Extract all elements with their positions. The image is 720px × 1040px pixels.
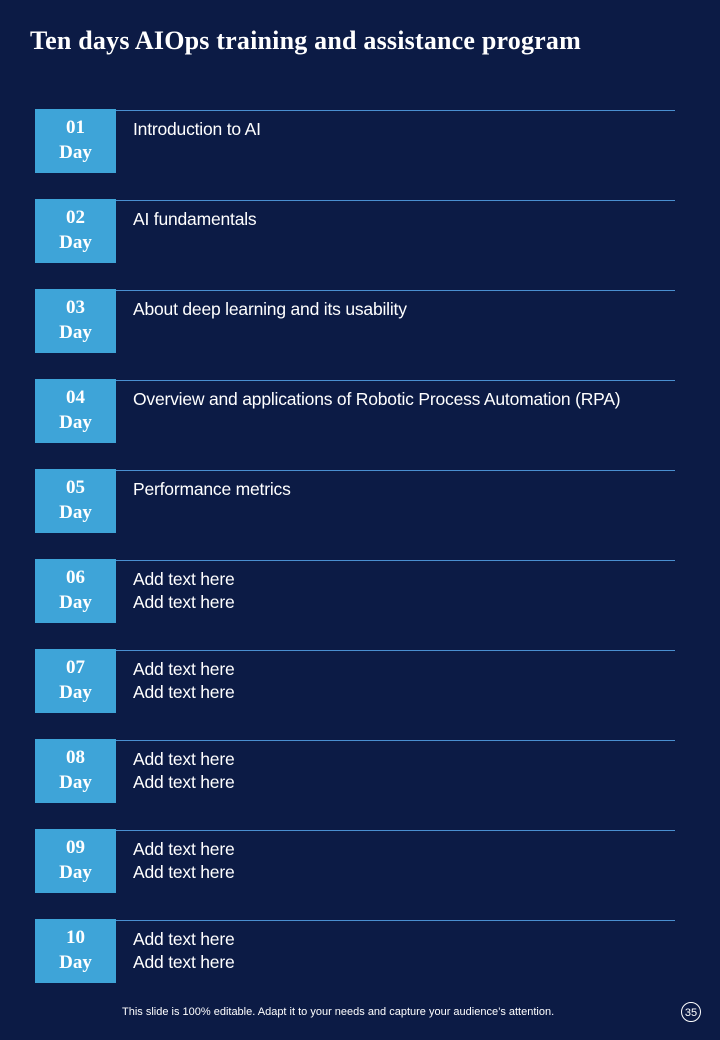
day-unit: Day [59, 322, 92, 343]
row-divider [35, 470, 675, 471]
day-row [35, 289, 675, 379]
day-number: 04 [66, 387, 85, 408]
day-content-line: Add text here [133, 682, 235, 702]
day-content-line: Add text here [133, 659, 235, 679]
day-number: 05 [66, 477, 85, 498]
day-row [35, 739, 675, 829]
day-content-line: Add text here [133, 569, 235, 589]
row-divider [35, 560, 675, 561]
day-unit: Day [59, 142, 92, 163]
day-unit: Day [59, 502, 92, 523]
day-number: 10 [66, 927, 85, 948]
day-content-line: Add text here [133, 862, 235, 882]
day-badge [35, 109, 116, 173]
day-number: 07 [66, 657, 85, 678]
day-unit: Day [59, 592, 92, 613]
day-content [133, 118, 261, 141]
day-number: 03 [66, 297, 85, 318]
row-divider [35, 650, 675, 651]
day-content [133, 208, 256, 231]
day-content-line: About deep learning and its usability [133, 299, 407, 319]
page-title: Ten days AIOps training and assistance program [30, 26, 581, 55]
day-row [35, 469, 675, 559]
day-number: 02 [66, 207, 85, 228]
page-number: 35 [681, 1002, 701, 1022]
day-unit: Day [59, 412, 92, 433]
day-badge [35, 649, 116, 713]
day-content-line: Performance metrics [133, 479, 291, 499]
day-content-line: Add text here [133, 772, 235, 792]
row-divider [35, 110, 675, 111]
day-number: 09 [66, 837, 85, 858]
day-badge [35, 199, 116, 263]
day-row [35, 109, 675, 199]
row-divider [35, 920, 675, 921]
day-unit: Day [59, 772, 92, 793]
day-unit: Day [59, 862, 92, 883]
day-content-line: Add text here [133, 929, 235, 949]
day-content [133, 928, 235, 974]
day-content [133, 298, 407, 321]
day-row [35, 199, 675, 289]
day-row [35, 379, 675, 469]
day-unit: Day [59, 952, 92, 973]
day-content-line: Add text here [133, 592, 235, 612]
day-number: 06 [66, 567, 85, 588]
day-content-line: Overview and applications of Robotic Process Automation (RPA) [133, 389, 621, 409]
day-badge [35, 829, 116, 893]
day-content [133, 568, 235, 614]
row-divider [35, 200, 675, 201]
day-row [35, 829, 675, 919]
day-content [133, 748, 235, 794]
row-divider [35, 290, 675, 291]
day-list [35, 109, 675, 1009]
day-content-line: AI fundamentals [133, 209, 257, 229]
day-content [133, 838, 235, 884]
day-badge [35, 469, 116, 533]
day-row [35, 919, 675, 1009]
day-badge [35, 559, 116, 623]
day-unit: Day [59, 232, 92, 253]
day-content-line: Add text here [133, 952, 235, 972]
day-content-line: Add text here [133, 749, 235, 769]
day-row [35, 559, 675, 649]
day-content-line: Introduction to AI [133, 119, 261, 139]
day-number: 08 [66, 747, 85, 768]
row-divider [35, 830, 675, 831]
day-content [133, 478, 291, 501]
day-content [133, 658, 235, 704]
day-badge [35, 739, 116, 803]
day-number: 01 [66, 117, 85, 138]
day-content [133, 388, 620, 411]
row-divider [35, 740, 675, 741]
day-content-line: Add text here [133, 839, 235, 859]
footer-note: This slide is 100% editable. Adapt it to your needs and capture your audience’s attention. [122, 1006, 555, 1018]
day-badge [35, 289, 116, 353]
day-unit: Day [59, 682, 92, 703]
day-badge [35, 919, 116, 983]
day-badge [35, 379, 116, 443]
row-divider [35, 380, 675, 381]
day-row [35, 649, 675, 739]
